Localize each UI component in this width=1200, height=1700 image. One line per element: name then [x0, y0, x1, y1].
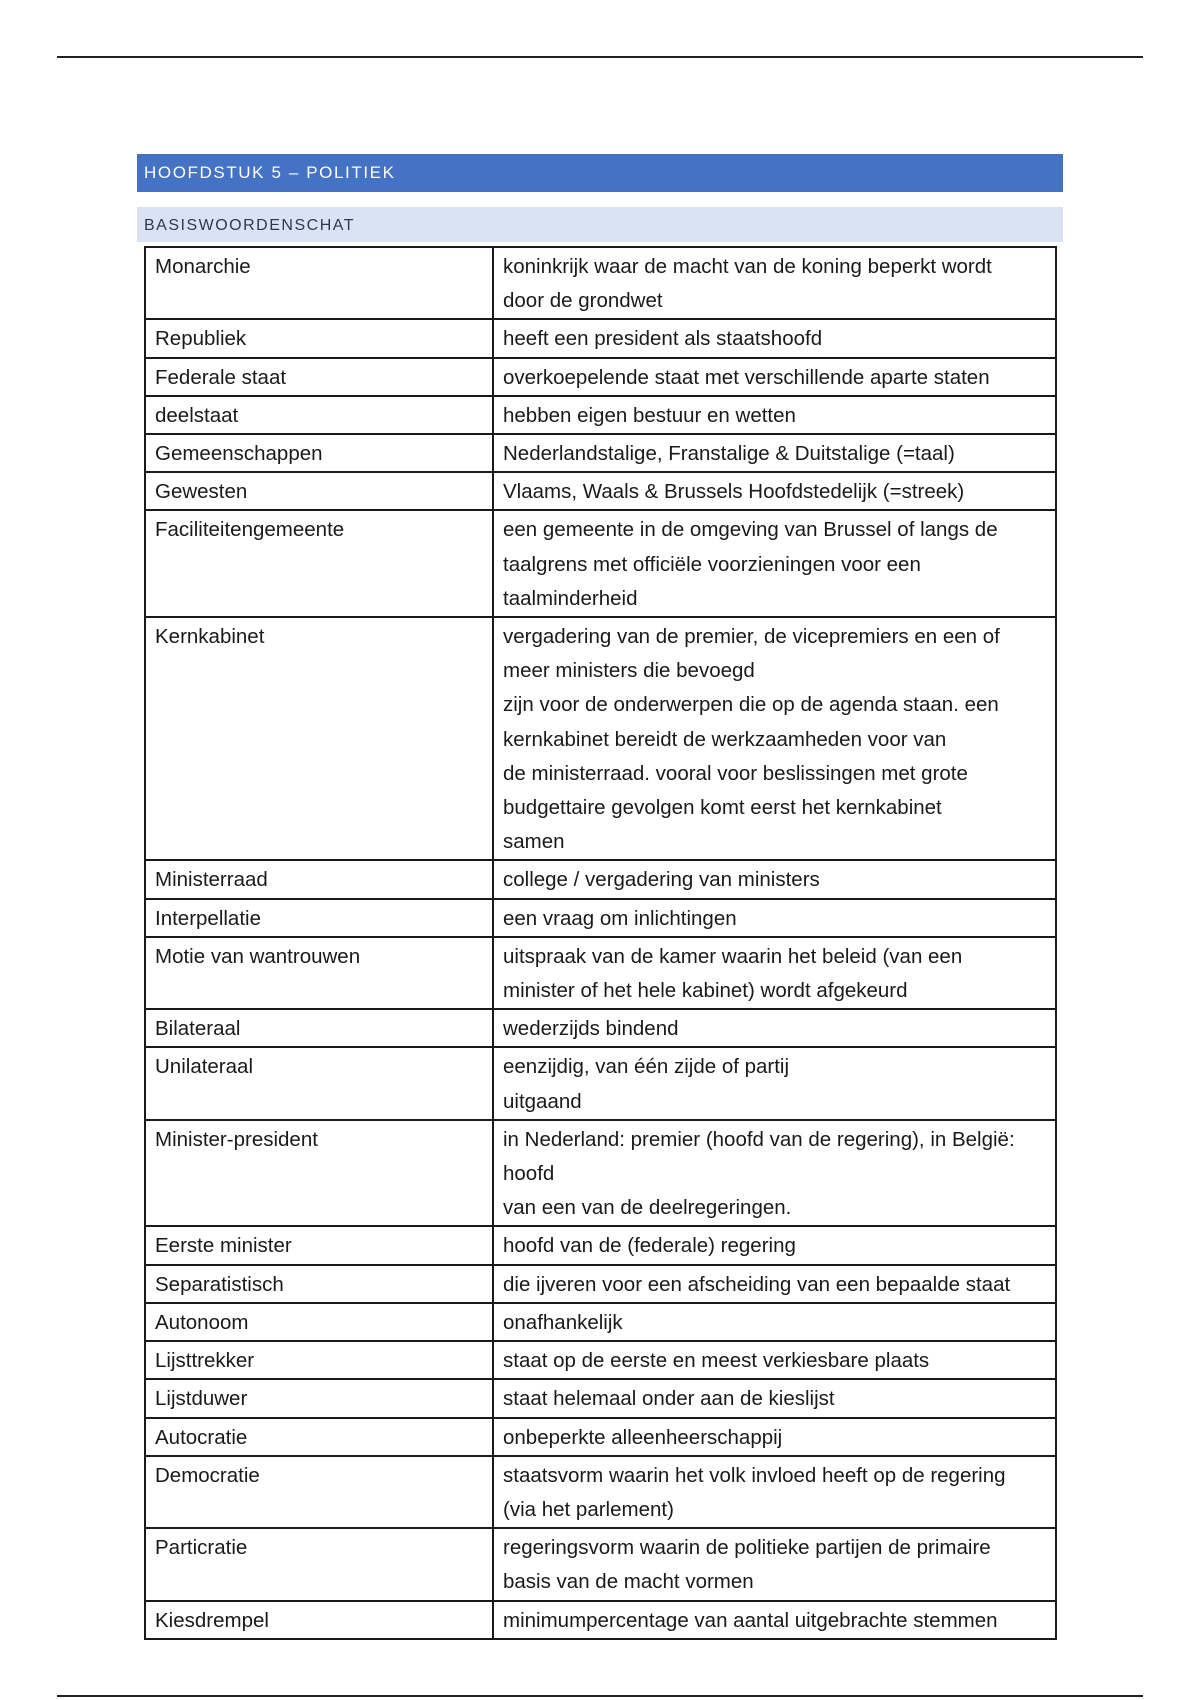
definition-line: van een van de deelregeringen.	[503, 1196, 792, 1220]
term-cell: deelstaat	[145, 396, 493, 434]
term-cell: Republiek	[145, 319, 493, 357]
definition-line: basis van de macht vormen	[503, 1570, 754, 1594]
table-row	[145, 1601, 1056, 1639]
bottom-rule	[57, 1695, 1143, 1697]
definition-cell	[493, 1601, 1056, 1639]
term-cell: Gemeenschappen	[145, 434, 493, 472]
top-rule	[57, 56, 1143, 58]
definition-cell	[493, 1418, 1056, 1456]
table-row	[145, 358, 1056, 396]
term-cell: Autocratie	[145, 1418, 493, 1456]
definition-line: taalgrens met officiële voorzieningen voor een	[503, 552, 921, 576]
definition-line: onafhankelijk	[503, 1310, 623, 1334]
definition-line: Nederlandstalige, Franstalige & Duitstalige (=taal)	[503, 442, 955, 466]
definition-line: heeft een president als staatshoofd	[503, 327, 823, 351]
term-cell: Kernkabinet	[145, 617, 493, 860]
definition-line: eenzijdig, van één zijde of partij	[503, 1055, 790, 1079]
table-row	[145, 617, 1056, 860]
vocabulary-table-body	[145, 247, 1056, 1639]
term-cell: Kiesdrempel	[145, 1601, 493, 1639]
definition-line: kernkabinet bereidt de werkzaamheden voor van	[503, 727, 947, 751]
definition-cell	[493, 899, 1056, 937]
definition-line: zijn voor de onderwerpen die op de agenda staan. een	[503, 693, 999, 717]
definition-cell	[493, 434, 1056, 472]
table-row	[145, 247, 1056, 319]
definition-cell	[493, 358, 1056, 396]
definition-line: een gemeente in de omgeving van Brussel of langs de	[503, 518, 998, 542]
definition-line: staatsvorm waarin het volk invloed heeft op de regering	[503, 1463, 1006, 1487]
table-row	[145, 1528, 1056, 1600]
definition-cell	[493, 860, 1056, 898]
table-row	[145, 472, 1056, 510]
definition-cell	[493, 1303, 1056, 1341]
term-cell: Autonoom	[145, 1303, 493, 1341]
term-cell: Democratie	[145, 1456, 493, 1528]
definition-cell	[493, 1226, 1056, 1264]
term-cell: Particratie	[145, 1528, 493, 1600]
definition-line: regeringsvorm waarin de politieke partijen de primaire	[503, 1536, 991, 1560]
term-cell: Bilateraal	[145, 1009, 493, 1047]
definition-line: meer ministers die bevoegd	[503, 659, 755, 683]
term-cell: Lijstduwer	[145, 1379, 493, 1417]
table-row	[145, 1418, 1056, 1456]
vocabulary-table	[144, 246, 1057, 1640]
table-row	[145, 899, 1056, 937]
definition-line: een vraag om inlichtingen	[503, 906, 737, 930]
term-cell: Monarchie	[145, 247, 493, 319]
definition-cell	[493, 1047, 1056, 1119]
table-row	[145, 937, 1056, 1009]
definition-line: uitgaand	[503, 1089, 582, 1113]
definition-line: college / vergadering van ministers	[503, 868, 820, 892]
definition-cell	[493, 319, 1056, 357]
definition-line: door de grondwet	[503, 289, 663, 313]
term-cell: Federale staat	[145, 358, 493, 396]
definition-line: uitspraak van de kamer waarin het beleid (van een	[503, 944, 963, 968]
definition-line: hoofd	[503, 1162, 555, 1186]
definition-line: de ministerraad. vooral voor beslissingen met grote	[503, 761, 968, 785]
table-row	[145, 1303, 1056, 1341]
definition-cell	[493, 617, 1056, 860]
term-cell: Interpellatie	[145, 899, 493, 937]
definition-line: overkoepelende staat met verschillende aparte staten	[503, 365, 990, 389]
term-cell: Eerste minister	[145, 1226, 493, 1264]
table-row	[145, 1265, 1056, 1303]
table-row	[145, 1226, 1056, 1264]
definition-line: wederzijds bindend	[503, 1017, 679, 1041]
table-row	[145, 860, 1056, 898]
term-cell: Gewesten	[145, 472, 493, 510]
definition-cell	[493, 1341, 1056, 1379]
term-cell: Motie van wantrouwen	[145, 937, 493, 1009]
definition-cell	[493, 472, 1056, 510]
definition-cell	[493, 510, 1056, 617]
table-row	[145, 1456, 1056, 1528]
definition-line: staat helemaal onder aan de kieslijst	[503, 1387, 835, 1411]
definition-line: minimumpercentage van aantal uitgebrachte stemmen	[503, 1608, 998, 1632]
table-row	[145, 434, 1056, 472]
term-cell: Minister-president	[145, 1120, 493, 1227]
definition-line: in Nederland: premier (hoofd van de regering), in België:	[503, 1127, 1015, 1151]
definition-cell	[493, 1009, 1056, 1047]
definition-line: samen	[503, 830, 565, 854]
term-cell: Faciliteitengemeente	[145, 510, 493, 617]
definition-line: vergadering van de premier, de vicepremiers en een of	[503, 625, 1000, 649]
table-row	[145, 319, 1056, 357]
definition-line: hoofd van de (federale) regering	[503, 1234, 796, 1258]
term-cell: Ministerraad	[145, 860, 493, 898]
definition-line: taalminderheid	[503, 586, 638, 610]
table-row	[145, 510, 1056, 617]
table-row	[145, 1120, 1056, 1227]
definition-line: die ijveren voor een afscheiding van een bepaalde staat	[503, 1272, 1011, 1296]
definition-cell	[493, 396, 1056, 434]
term-cell: Separatistisch	[145, 1265, 493, 1303]
definition-line: onbeperkte alleenheerschappij	[503, 1425, 783, 1449]
definition-cell	[493, 1456, 1056, 1528]
definition-line: minister of het hele kabinet) wordt afgekeurd	[503, 979, 908, 1003]
definition-line: budgettaire gevolgen komt eerst het kernkabinet	[503, 796, 942, 820]
definition-line: staat op de eerste en meest verkiesbare plaats	[503, 1349, 930, 1373]
table-row	[145, 1341, 1056, 1379]
definition-cell	[493, 247, 1056, 319]
term-cell: Lijsttrekker	[145, 1341, 493, 1379]
table-row	[145, 1009, 1056, 1047]
definition-cell	[493, 1379, 1056, 1417]
definition-line: Vlaams, Waals & Brussels Hoofdstedelijk (=streek)	[503, 480, 965, 504]
definition-cell	[493, 1265, 1056, 1303]
definition-line: (via het parlement)	[503, 1497, 674, 1521]
section-heading: BASISWOORDENSCHAT	[137, 207, 1063, 242]
table-row	[145, 1379, 1056, 1417]
definition-line: koninkrijk waar de macht van de koning beperkt wordt	[503, 255, 992, 278]
definition-cell	[493, 1528, 1056, 1600]
table-row	[145, 1047, 1056, 1119]
definition-line: hebben eigen bestuur en wetten	[503, 403, 796, 427]
definition-cell	[493, 937, 1056, 1009]
table-row	[145, 396, 1056, 434]
chapter-heading: HOOFDSTUK 5 – POLITIEK	[137, 154, 1063, 192]
definition-cell	[493, 1120, 1056, 1227]
term-cell: Unilateraal	[145, 1047, 493, 1119]
